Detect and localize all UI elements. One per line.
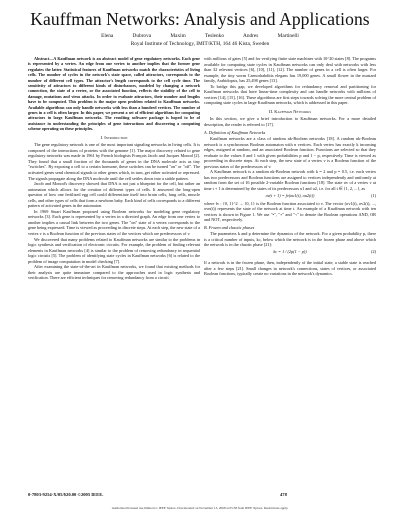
paragraph: In 1969 Stuart Kauffman proposed using Boolean networks for modeling gene regulatory networks [3]. Each gene is represented by a vertex in a directed graph. An edge from one vertex to another implies a causal link between the two genes. The "on" state of a vertex corresponds to the gene being expressed. Time is viewed as proceeding in discrete steps. At each step, the new state of a vertex v is a Boolean function of the previous states of the vertices which are predecessors of v. [28, 208, 200, 236]
author-name: Andres Martinelli [243, 33, 299, 39]
abstract: Abstract—A Kauffman network is an abstract model of gene regulatory networks. Each gene is represented by a vertex. An edge from one vertex to another implies that the former gene regulates the latter. Statistical features of Kauffman networks match the characteristics of living cells. The number of cycles in the network's state space, called attractors, corresponds to the number of different cell types. The attractor's length corresponds to the cell cycle time. The sensitivity of attractors to different kinds of disturbances, modeled by changing a network connection, the state of a vertex, or the associated function, reflects the stability of the cell to damage, mutations and virus attacks. In order to evaluate attractors, their number and lengths have to be computed. This problem is the major open problem related to Kauffman networks. Available algorithms can only handle networks with less than a hundred vertices. The number of genes in a cell is often larger. In this paper, we present a set of efficient algorithms for computing attractors in large Kauffman networks. The resulting software package is hoped to be of assistance in understanding the principles of gene interactions and discovering a computing scheme operating on these principles. [28, 56, 200, 132]
paragraph: In this section, we give a brief introduction to Kauffman networks. For a more detailed description, the reader is referred to [17]. [204, 116, 376, 128]
isbn-footer: 0-7803-9254-X/05/$20.00 ©2005 IEEE. [28, 492, 104, 497]
author-name: Elena Dubrova [101, 33, 152, 39]
page-number: 478 [280, 492, 287, 497]
paragraph: Jacob and Monod's discovery showed that DNA is not just a blueprint for the cell, but rather an automaton which allows for the creation of different types of cells. It answered the long-open question of how one fertilized egg cell could differentiate itself into brain cells, lung cells, muscle cells, and other types of cells that form a newborn baby. Each kind of cells corresponds to a different pattern of activated genes in the automaton. [28, 181, 200, 209]
subsection-heading-definition: A. Definition of Kauffman Networks [204, 129, 266, 135]
author-list [0, 33, 400, 39]
paragraph: The parameters k and p determine the dynamics of the network. For a given probability p, there is a critical number of inputs, kc, below which the network is in the frozen phase and above which the network is in the chaotic phase [21]: [204, 231, 376, 248]
equation-1 [204, 193, 376, 200]
section-heading-introduction: I. Introduction [100, 134, 128, 140]
equation-number: (2) [371, 248, 376, 254]
right-column [204, 56, 376, 277]
subsection-heading-phases: B. Frozen and chaotic phases [204, 224, 255, 230]
paragraph: A Kauffman network is a random nk-Boolean network with k = 2 and p = 0.5, i.e. each vertex has two predecessors and Boolean functions are assigned to vertices independently and uniformly at random from the set of 16 possible 2-variable Boolean functions [18]. The state σv of a vertex v at time t + 1 is determined by the states of its predecessors u1 and u2, i.e. for all t ∈ {1, 2, ...}, as [204, 169, 376, 192]
paragraph: Kauffman networks are a class of random nk-Boolean networks [18]. A random nk-Boolean network is a synchronous Boolean automaton with n vertices. Each vertex has exactly k incoming edges, assigned at random, and an associated Boolean function. Functions are selected so that they evaluate to the values 0 and 1 with given probabilities p and 1 − p, respectively. Time is viewed as proceeding in discrete steps. At each step, the new state of a vertex v is a Boolean function of the previous states of the predecessors of v. [204, 136, 376, 169]
paragraph: with millions of gates [5] and for verifying finite state machines with 10^20 states [8]. The programs available for computing state cycles in Kauffman networks can only deal with networks with less than 32 relevant vertices [6], [10], [11], [12]. The number of genes in a cell is often larger. For example, the tiny worm Caenorhabditis elegans has 19,000 genes. A small flower in the mustard family, Arabidopsis, has 25,498 genes [13]. [204, 56, 376, 84]
paragraph: We discovered that many problems related to Kauffman networks are similar to the problems in logic synthesis and verification of electronic circuits. For example, the problem of finding relevant elements in Kauffman networks [4] is similar to the problem of removing redundancy in sequential logic circuits [5]. The problem of identifying state cycles in Kauffman networks [6] is related to the problem of image computation in model checking [7]. [28, 236, 200, 264]
equation-body: kc = 1 / (2p(1 − p)) [273, 248, 307, 254]
paragraph: The gene regulatory network is one of the most important signaling networks in living cells. It is composed of the interactions of proteins with the genome [1]. The major discovery related to gene regulatory networks was made in 1961 by French biologists François Jacob and Jacques Monod [2]. They found that a small fraction of the thousands of genes in the DNA molecule acts as tiny "switches". By exposing a cell to a certain hormone, these switches can be turned "on" or "off". The activated genes send chemical signals to other genes which, in turn, get either activated or repressed. The signals propagate along the DNA molecule until the cell settles down into a stable pattern. [28, 142, 200, 181]
paragraph: If a network is in the frozen phase, then, independently of the initial state, a stable state is reached after a few steps [21]. Small changes in network's connections, states of vertices, or associated Boolean functions, typically create no variations in the network's dynamics. [204, 259, 376, 277]
affiliation: Royal Institute of Technology, IMIT/KTH, 164 46 Kista, Sweden [130, 41, 270, 47]
paper-title: Kauffman Networks: Analysis and Applications [30, 9, 370, 29]
paragraph: where fv : {0, 1}^2 → {0, 1} is the Boolean function associated to v. The vector (σv1(t), σv2(t), ..., σvn(t)) represents the state of the network at time t. An example of a Kauffman network with ten vertices is shown in Figure 1. We use "•", "+" and "¬" to denote the Boolean operations AND, OR and NOT, respectively. [204, 200, 376, 223]
equation-body: σv(t + 1) = fv(σu1(t), σu2(t)) [265, 192, 315, 198]
license-notice: Authorized licensed use limited to: IEEE Xplore. Downloaded on November 13, 2008 at 05:58 from IEEE Xplore. Restrictions apply. [111, 506, 289, 510]
equation-number: (1) [371, 192, 376, 198]
paragraph: To bridge this gap, we developed algorithms for redundancy removal and partitioning for Kauffman networks that have linear-time complexity and can handle networks with millions of vertices [14], [15], [16]. These algorithms are first steps towards solving the more central problem of computing state cycles in large Kauffman networks, which is addressed in this paper. [204, 83, 376, 106]
equation-2 [204, 249, 376, 259]
paragraph: After examining the state-of-the-art in Kauffman networks, we found that existing methods for their analysis are quite immature compared to the approaches used in logic synthesis and verification. There are efficient techniques for removing redundancy from a circuit [28, 264, 200, 281]
left-column [28, 56, 200, 281]
section-heading-kauffman-networks: II. Kauffman Networks [268, 108, 312, 114]
author-name: Maxim Teslenko [170, 33, 224, 39]
